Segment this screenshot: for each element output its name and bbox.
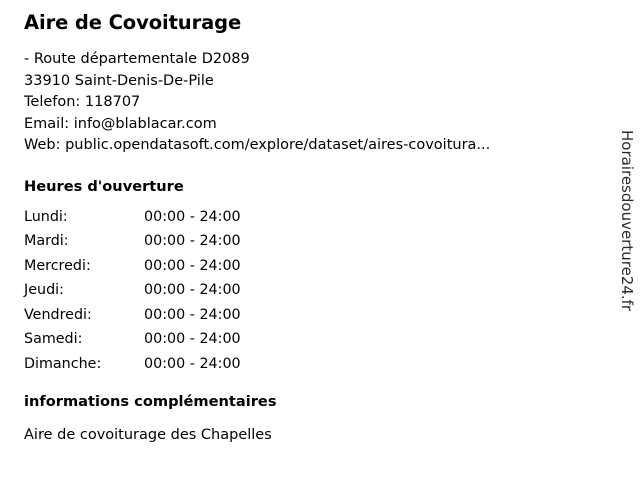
day-hours: 00:00 - 24:00	[144, 306, 241, 323]
day-hours: 00:00 - 24:00	[144, 282, 241, 299]
day-hours: 00:00 - 24:00	[144, 355, 241, 372]
table-row	[24, 356, 241, 381]
opening-hours-table	[24, 209, 241, 381]
address-street: - Route départementale D2089	[24, 51, 250, 68]
table-row	[24, 307, 241, 332]
table-row	[24, 258, 241, 283]
additional-info-heading: informations complémentaires	[24, 393, 277, 411]
table-row	[24, 233, 241, 258]
website-line: Web: public.opendatasoft.com/explore/dataset/aires-covoitura...	[24, 137, 491, 154]
address-block	[24, 49, 594, 157]
page-title: Aire de Covoiturage	[24, 11, 242, 34]
day-hours: 00:00 - 24:00	[144, 257, 241, 274]
email-line: Email: info@blablacar.com	[24, 115, 217, 132]
day-hours: 00:00 - 24:00	[144, 331, 241, 348]
day-label: Lundi:	[24, 208, 68, 225]
day-label: Vendredi:	[24, 306, 92, 323]
phone-line: Telefon: 118707	[24, 94, 141, 111]
day-hours: 00:00 - 24:00	[144, 208, 241, 225]
day-label: Mercredi:	[24, 257, 91, 274]
opening-hours-heading: Heures d'ouverture	[24, 177, 184, 195]
table-row	[24, 209, 241, 234]
day-label: Samedi:	[24, 331, 83, 348]
day-label: Mardi:	[24, 233, 69, 250]
day-label: Jeudi:	[24, 282, 64, 299]
additional-info-text: Aire de covoiturage des Chapelles	[24, 427, 272, 444]
table-row	[24, 282, 241, 307]
table-row	[24, 331, 241, 356]
address-city: 33910 Saint-Denis-De-Pile	[24, 72, 214, 89]
main-content	[24, 10, 594, 445]
day-label: Dimanche:	[24, 355, 102, 372]
brand-watermark: Horairesdouverture24.fr	[618, 130, 636, 312]
day-hours: 00:00 - 24:00	[144, 233, 241, 250]
